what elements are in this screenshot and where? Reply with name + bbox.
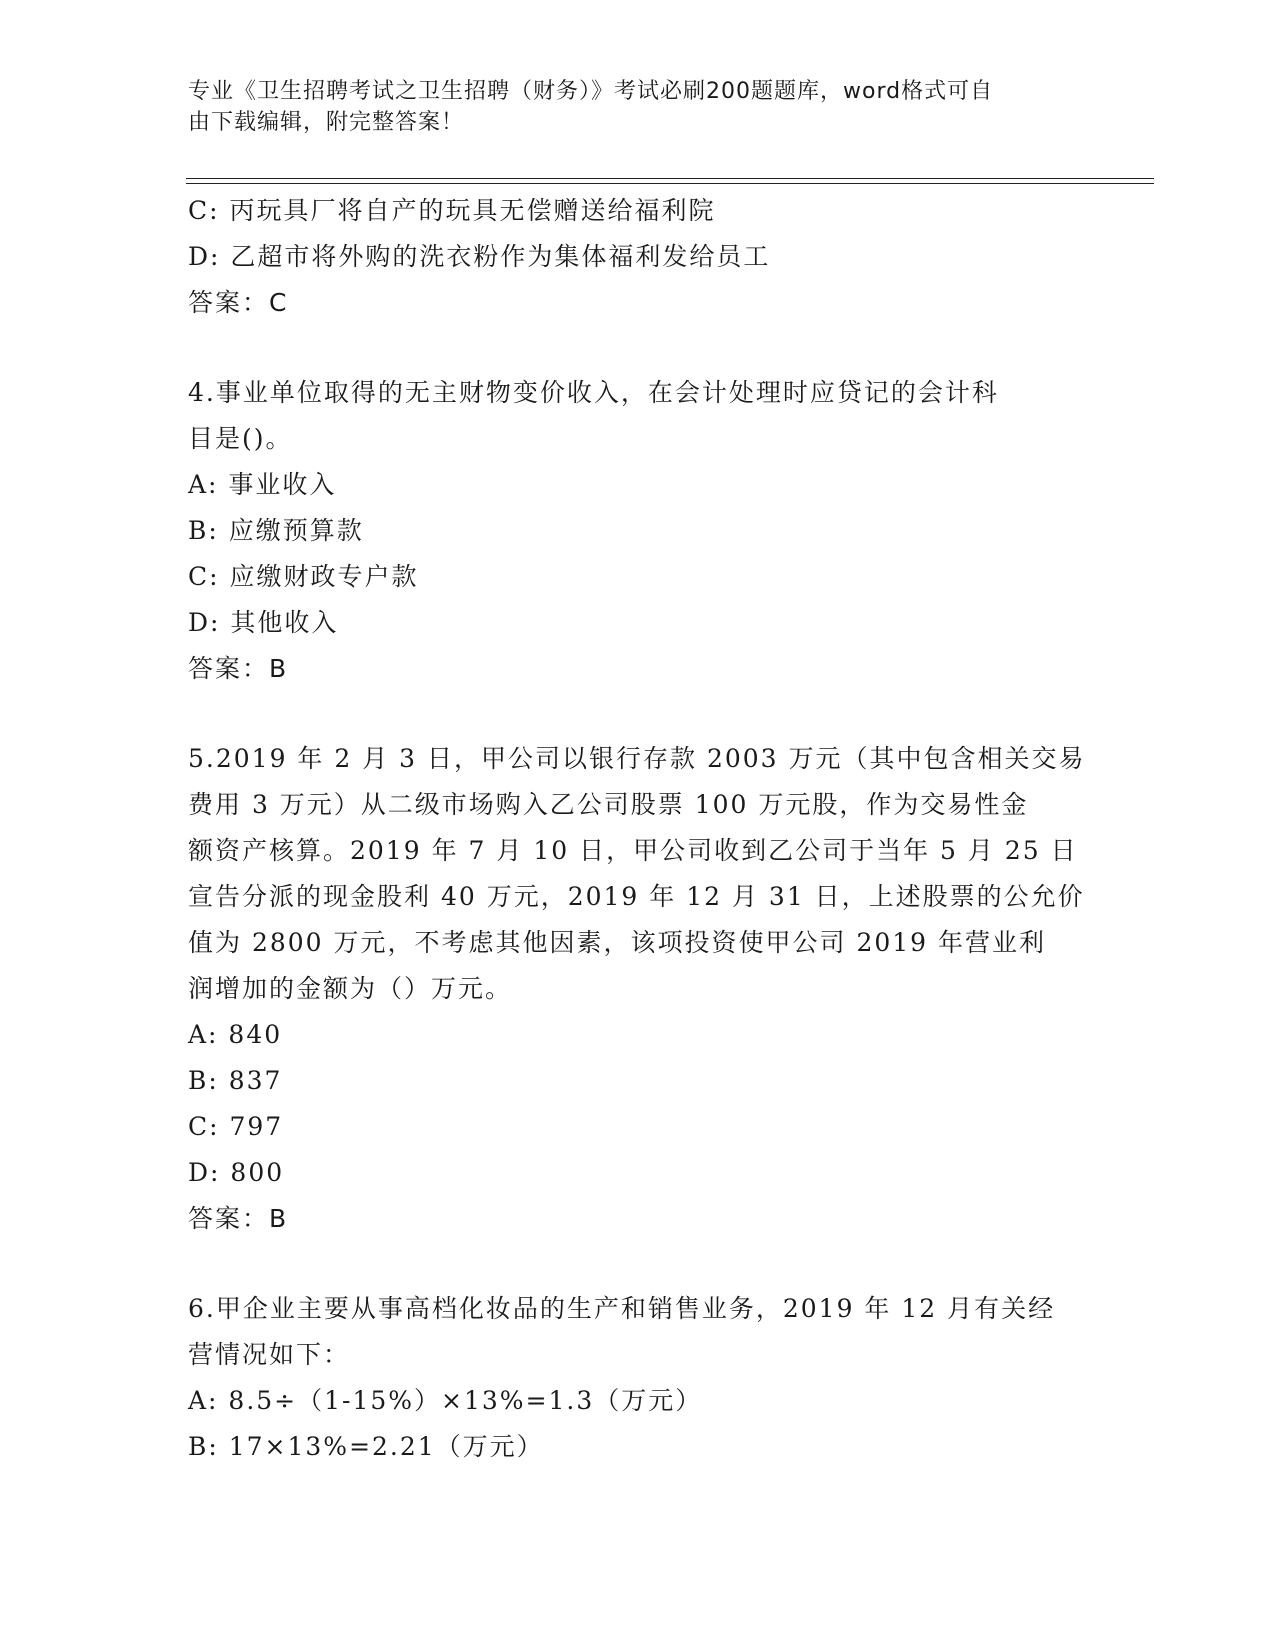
option-b: B: 837 — [188, 1066, 283, 1095]
option-c: C: 丙玩具厂将自产的玩具无偿赠送给福利院 — [188, 196, 716, 225]
option-c: C: 797 — [188, 1112, 284, 1141]
option-d: D: 其他收入 — [188, 608, 339, 637]
header-line-2: 由下载编辑，附完整答案！ — [188, 110, 465, 135]
question-stem: 6.甲企业主要从事高档化妆品的生产和销售业务，2019 年 12 月有关经 — [188, 1294, 1056, 1323]
option-a: A: 8.5÷（1-15%）×13%=1.3（万元） — [188, 1386, 703, 1415]
option-d: D: 800 — [188, 1158, 285, 1187]
question-stem: 5.2019 年 2 月 3 日，甲公司以银行存款 2003 万元（其中包含相关交易 — [188, 744, 1086, 773]
question-stem: 费用 3 万元）从二级市场购入乙公司股票 100 万元股，作为交易性金 — [188, 790, 1029, 819]
question-6 — [188, 1286, 1088, 1470]
answer-line: 答案：B — [188, 654, 289, 683]
header-divider-top — [186, 178, 1154, 179]
header-line-1: 专业《卫生招聘考试之卫生招聘（财务）》考试必刷200题题库，word格式可自 — [188, 79, 994, 104]
document-header — [188, 76, 1068, 138]
question-stem: 值为 2800 万元，不考虑其他因素，该项投资使甲公司 2019 年营业利 — [188, 928, 1047, 957]
question-stem: 目是()。 — [188, 424, 293, 453]
option-c: C: 应缴财政专户款 — [188, 562, 419, 591]
question-3 — [188, 188, 1088, 326]
question-list — [188, 188, 1088, 1470]
option-b: B: 应缴预算款 — [188, 516, 364, 545]
option-b: B: 17×13%=2.21（万元） — [188, 1432, 544, 1461]
header-divider-bottom — [186, 183, 1154, 184]
question-stem: 宣告分派的现金股利 40 万元，2019 年 12 月 31 日，上述股票的公允价 — [188, 882, 1085, 911]
question-stem: 营情况如下： — [188, 1340, 351, 1369]
question-stem: 额资产核算。2019 年 7 月 10 日，甲公司收到乙公司于当年 5 月 25 日 — [188, 836, 1078, 865]
option-a: A: 840 — [188, 1020, 283, 1049]
question-stem: 润增加的金额为（）万元。 — [188, 974, 513, 1003]
question-5 — [188, 736, 1088, 1242]
answer-line: 答案：B — [188, 1204, 289, 1233]
answer-line: 答案：C — [188, 288, 289, 317]
option-a: A: 事业收入 — [188, 470, 337, 499]
question-stem: 4.事业单位取得的无主财物变价收入，在会计处理时应贷记的会计科 — [188, 378, 999, 407]
option-d: D: 乙超市将外购的洗衣粉作为集体福利发给员工 — [188, 242, 771, 271]
question-4 — [188, 370, 1088, 692]
